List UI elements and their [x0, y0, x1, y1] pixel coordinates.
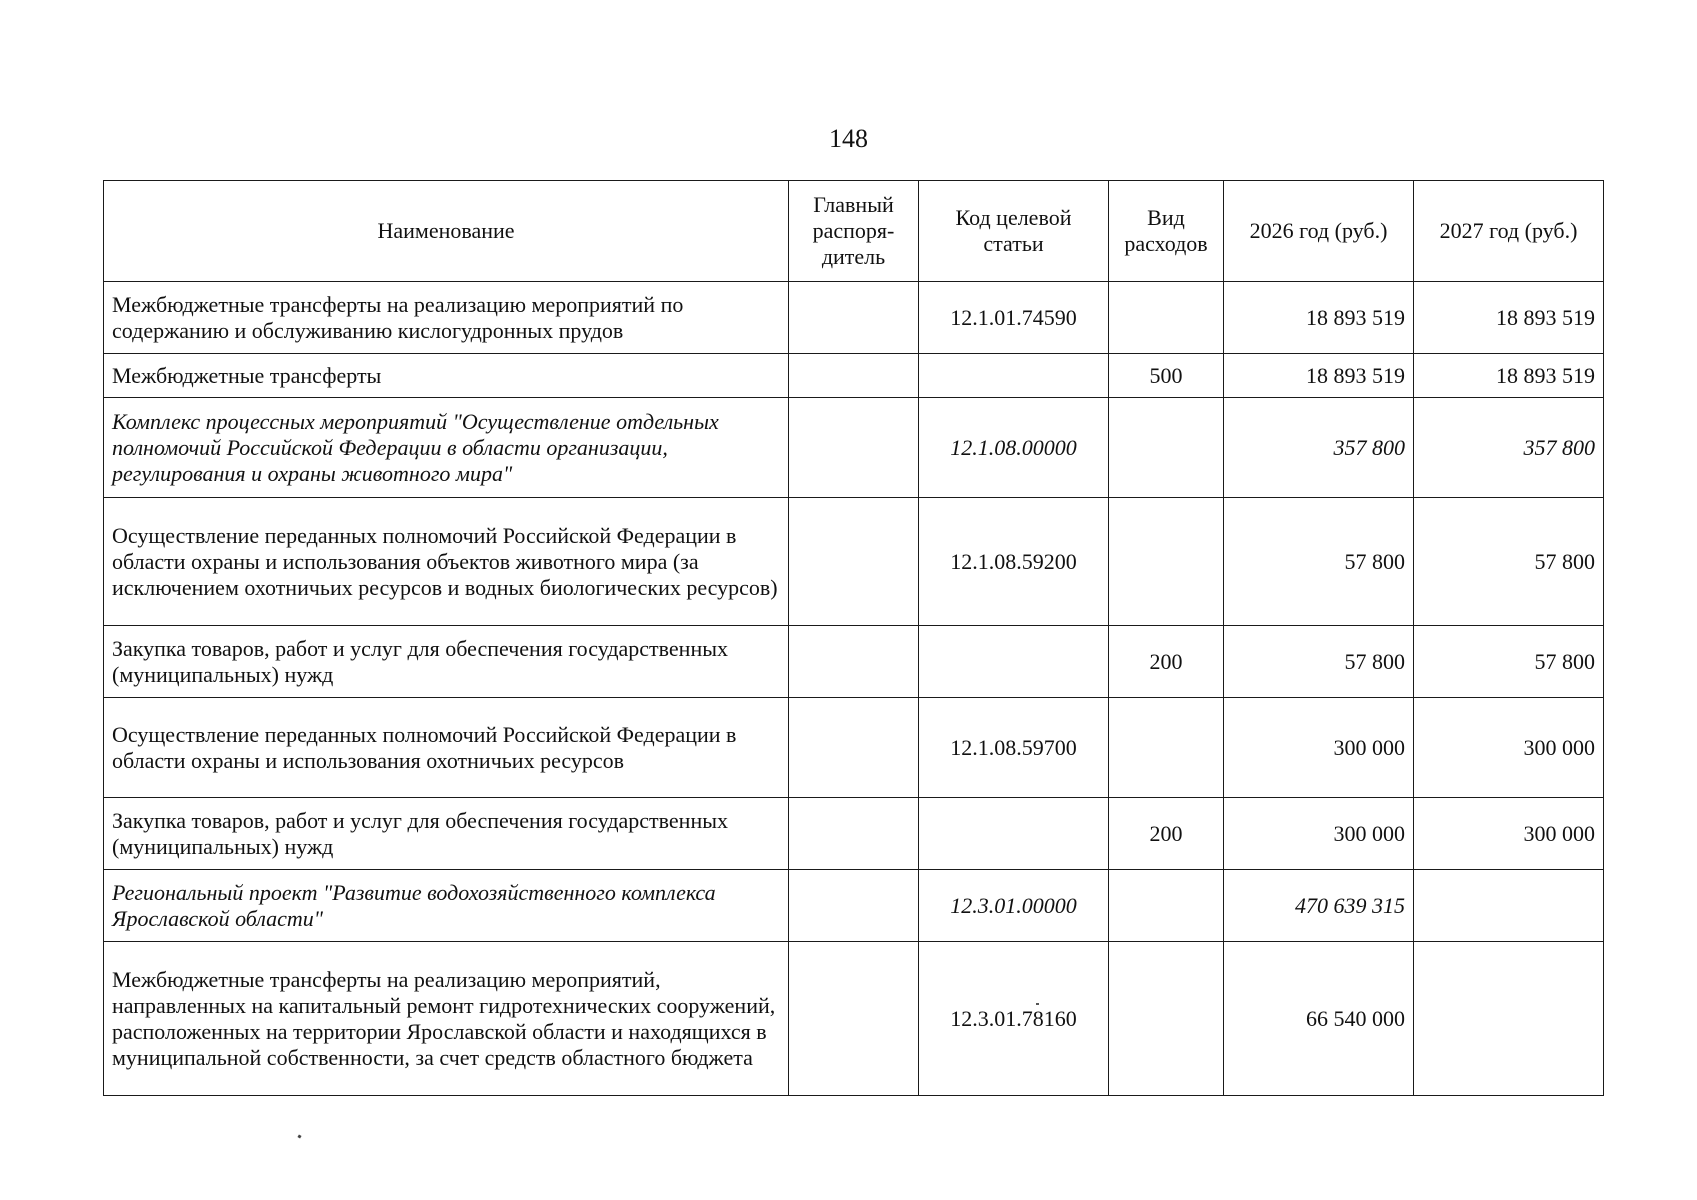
- row-code: 12.1.01.74590: [919, 282, 1109, 354]
- row-expense-type: [1109, 942, 1224, 1096]
- table-row: [104, 398, 1604, 498]
- header-expense-type: Вид расходов: [1109, 181, 1224, 282]
- row-2026: 300 000: [1224, 698, 1414, 798]
- row-expense-type: [1109, 398, 1224, 498]
- row-2026: 357 800: [1224, 398, 1414, 498]
- row-name: Осуществление переданных полномочий Российской Федерации в области охраны и использования охотничьих ресурсов: [104, 698, 789, 798]
- row-code: [919, 626, 1109, 698]
- row-2027: [1414, 870, 1604, 942]
- row-name: Осуществление переданных полномочий Российской Федерации в области охраны и использования объектов животного мира (за исключением охотничьих ресурсов и водных биологических ресурсов): [104, 498, 789, 626]
- row-admin: [789, 870, 919, 942]
- row-2027: 57 800: [1414, 498, 1604, 626]
- row-expense-type: 500: [1109, 354, 1224, 398]
- row-admin: [789, 498, 919, 626]
- row-2026: 470 639 315: [1224, 870, 1414, 942]
- scan-speck: [297, 1134, 301, 1138]
- row-2027: [1414, 942, 1604, 1096]
- row-2027: 300 000: [1414, 798, 1604, 870]
- header-2027: 2027 год (руб.): [1414, 181, 1604, 282]
- row-2026: 57 800: [1224, 498, 1414, 626]
- row-admin: [789, 798, 919, 870]
- header-name: Наименование: [104, 181, 789, 282]
- row-code: 12.3.01.78160: [919, 942, 1109, 1096]
- table-row: [104, 354, 1604, 398]
- row-code: 12.3.01.00000: [919, 870, 1109, 942]
- budget-table: [103, 180, 1604, 1096]
- header-admin: Главный распоря-дитель: [789, 181, 919, 282]
- row-admin: [789, 282, 919, 354]
- table-row: [104, 870, 1604, 942]
- row-name: Межбюджетные трансферты: [104, 354, 789, 398]
- header-row: [104, 181, 1604, 282]
- row-expense-type: 200: [1109, 626, 1224, 698]
- table-row: [104, 626, 1604, 698]
- row-2027: 300 000: [1414, 698, 1604, 798]
- row-2026: 18 893 519: [1224, 354, 1414, 398]
- table-header: [104, 181, 1604, 282]
- row-2026: 300 000: [1224, 798, 1414, 870]
- row-code: 12.1.08.00000: [919, 398, 1109, 498]
- row-admin: [789, 398, 919, 498]
- row-name: Закупка товаров, работ и услуг для обеспечения государственных (муниципальных) нужд: [104, 798, 789, 870]
- row-2027: 18 893 519: [1414, 354, 1604, 398]
- row-code: 12.1.08.59700: [919, 698, 1109, 798]
- row-name: Региональный проект "Развитие водохозяйственного комплекса Ярославской области": [104, 870, 789, 942]
- row-name: Межбюджетные трансферты на реализацию мероприятий, направленных на капитальный ремонт гидротехнических сооружений, расположенных на территории Ярославской области и находящихся в муниципальной собственности, за счет средств областного бюджета: [104, 942, 789, 1096]
- row-admin: [789, 698, 919, 798]
- row-2027: 357 800: [1414, 398, 1604, 498]
- row-name: Комплекс процессных мероприятий "Осуществление отдельных полномочий Российской Федерации в области организации, регулирования и охраны животного мира": [104, 398, 789, 498]
- table-row: [104, 798, 1604, 870]
- row-admin: [789, 354, 919, 398]
- table-row: [104, 282, 1604, 354]
- row-expense-type: 200: [1109, 798, 1224, 870]
- table-body: [104, 282, 1604, 1096]
- row-name: Закупка товаров, работ и услуг для обеспечения государственных (муниципальных) нужд: [104, 626, 789, 698]
- row-admin: [789, 942, 919, 1096]
- table-row: [104, 698, 1604, 798]
- row-expense-type: [1109, 870, 1224, 942]
- table-row: [104, 942, 1604, 1096]
- row-code: 12.1.08.59200: [919, 498, 1109, 626]
- header-2026: 2026 год (руб.): [1224, 181, 1414, 282]
- row-expense-type: [1109, 498, 1224, 626]
- row-expense-type: [1109, 282, 1224, 354]
- row-expense-type: [1109, 698, 1224, 798]
- row-2027: 57 800: [1414, 626, 1604, 698]
- row-2027: 18 893 519: [1414, 282, 1604, 354]
- row-2026: 66 540 000: [1224, 942, 1414, 1096]
- header-code: Код целевой статьи: [919, 181, 1109, 282]
- page-number: 148: [829, 124, 868, 153]
- row-admin: [789, 626, 919, 698]
- row-code: [919, 354, 1109, 398]
- row-code: [919, 798, 1109, 870]
- row-2026: 18 893 519: [1224, 282, 1414, 354]
- table-row: [104, 498, 1604, 626]
- row-name: Межбюджетные трансферты на реализацию мероприятий по содержанию и обслуживанию кислогудронных прудов: [104, 282, 789, 354]
- row-2026: 57 800: [1224, 626, 1414, 698]
- scan-speck: [1036, 1003, 1039, 1005]
